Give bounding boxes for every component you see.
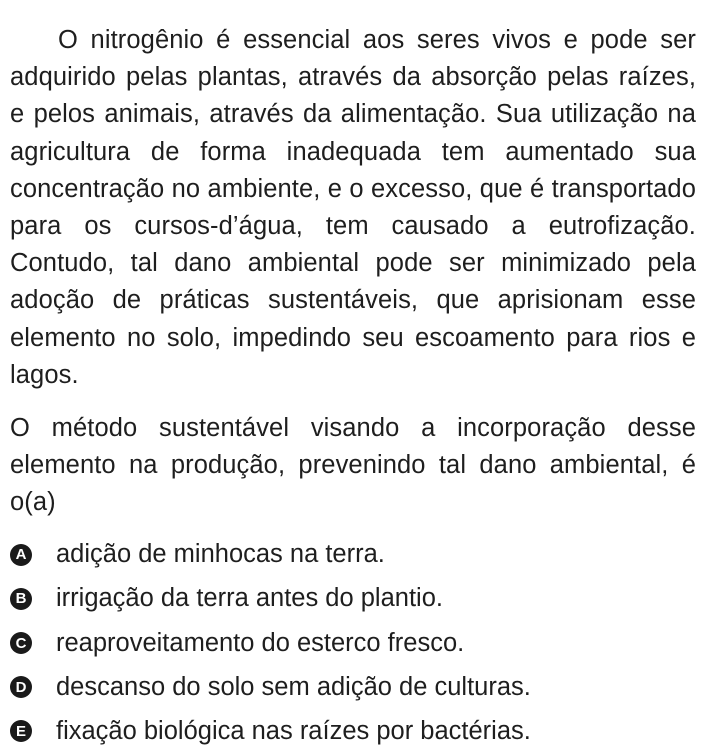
answer-options — [10, 533, 696, 754]
option-c[interactable] — [10, 621, 696, 665]
intro-paragraph: O nitrogênio é essencial aos seres vivos e pode ser adquirido pelas plantas, através da absorção pelas raízes, e pelos animais, através da alimentação. Sua utilização na agricultura de forma inadequada tem aumentado sua concentração no ambiente, e o excesso, que é transportado para os cursos-d’água, tem causado a eutrofização. Contudo, tal dano ambiental pode ser minimizado pela adoção de práticas sustentáveis, que aprisionam esse elemento no solo, impedindo seu escoamento para rios e lagos. — [10, 26, 696, 389]
exam-question — [10, 22, 696, 754]
option-d-text: descanso do solo sem adição de culturas. — [56, 672, 531, 701]
option-e[interactable] — [10, 709, 696, 753]
option-b-letter-badge: B — [10, 588, 32, 610]
option-d[interactable] — [10, 665, 696, 709]
option-b[interactable] — [10, 577, 696, 621]
option-a[interactable] — [10, 533, 696, 577]
option-a-letter-badge: A — [10, 544, 32, 566]
option-a-text: adição de minhocas na terra. — [56, 540, 385, 569]
option-c-letter-badge: C — [10, 632, 32, 654]
option-b-text: irrigação da terra antes do plantio. — [56, 584, 443, 613]
option-d-letter-badge: D — [10, 676, 32, 698]
option-e-text: fixação biológica nas raízes por bactérias. — [56, 716, 531, 745]
option-e-letter-badge: E — [10, 720, 32, 742]
option-c-text: reaproveitamento do esterco fresco. — [56, 628, 465, 657]
question-stem: O método sustentável visando a incorporação desse elemento na produção, prevenindo tal dano ambiental, é o(a) — [10, 414, 696, 517]
